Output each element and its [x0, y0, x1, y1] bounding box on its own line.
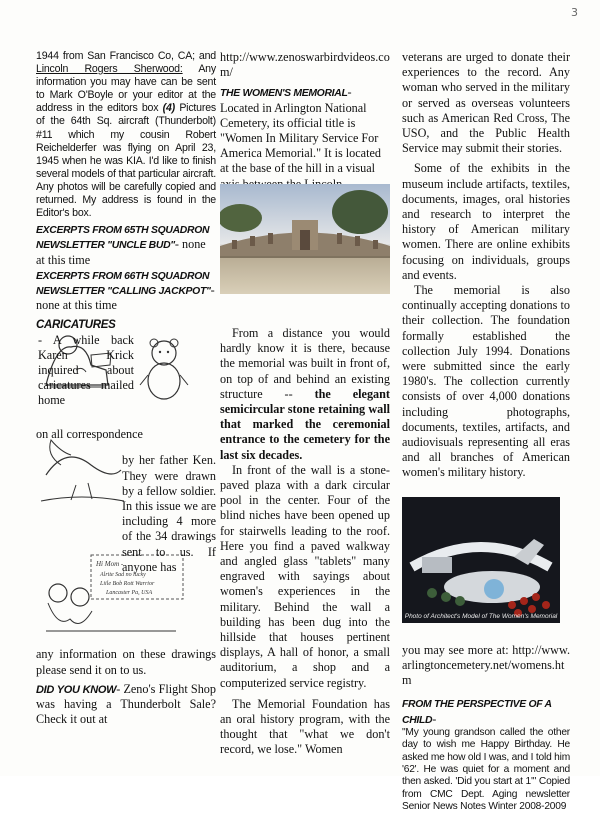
column-1	[36, 50, 216, 727]
text-fragment: - none at this time	[36, 237, 206, 267]
memorial-photo-image	[220, 184, 390, 294]
item-number: (4)	[162, 102, 176, 115]
architect-model-image	[402, 497, 560, 623]
memorial-paragraph-4: The Memorial Foundation has an oral history program, with the thought that "what we don't record, we lose." Women	[220, 696, 390, 757]
section-heading: FROM THE PERSPECTIVE OF A CHILD	[402, 699, 552, 726]
svg-text:Alrite Sad no lucky: Alrite Sad no lucky	[100, 572, 146, 579]
child-perspective	[402, 696, 570, 726]
text-fragment: - A while back Karen Krick inquired about caricatures mailed home	[38, 332, 134, 408]
svg-text:Hi Mom -: Hi Mom -	[96, 560, 124, 569]
column-2	[220, 50, 390, 757]
text-fragment: on all correspondence	[36, 427, 143, 442]
child-quote: "My young grandson called the other day to wish me Happy Birthday. He asked me how old I was, and I told him '62'. He was quiet for a moment and then asked. 'Did you start at 1'" Copied from CMC Dept. Aging newsletter Senior News Notes Winter 2008-2009	[402, 726, 570, 813]
memorial-paragraph-3: In front of the wall is a stone-paved plaza with a dark circular pool in the center. Four of the blind niches have been opened up for stairwells leading to the roof. Here you find a paved walkway and angled glass "tablets" many engraved with sayings about women's experiences in the military. Behind the wall a building has been dug into the hillside that houses pertinent displays, A hall of honor, a small auditorium, a shop and a computerized service registry.	[220, 462, 390, 690]
text-fragment: - Located in Arlington National Cemetery, its official title is "Women In Military Service For America Memorial." It is located at the base of the hill in a visual	[220, 85, 381, 176]
text-fragment: - none at this time	[36, 283, 215, 313]
reichelderfer-request	[36, 50, 216, 220]
memorial-text-body	[220, 296, 390, 758]
section-heading: EXCERPTS FROM 66TH SQUADRON NEWSLETTER "CALLING JACKPOT"	[36, 270, 211, 298]
memorial-paragraph-6: Some of the exhibits in the museum include artifacts, textiles, documents, images, oral histories and research to interpret the history of American military women. There are online exhibits focusing on individuals, groups and events.	[402, 161, 570, 282]
photo-caption: Photo of Architect's Model of The Women's Memorial	[404, 612, 558, 620]
section-heading: CARICATURES	[36, 319, 116, 332]
section-heading: DID YOU KNOW	[36, 683, 117, 696]
section-heading: THE WOMEN'S MEMORIAL	[220, 88, 348, 100]
text-fragment: - Zeno's Flight Shop was having a Thunderbolt Sale? Check it out at	[36, 681, 216, 727]
arlington-link-text[interactable]: you may see more at: http://www.arlingtoncemetery.net/womens.htm	[402, 642, 570, 688]
excerpt-65th	[36, 222, 216, 268]
text-fragment: -	[432, 711, 437, 726]
caricatures-lead	[36, 317, 216, 408]
memorial-paragraph-5: veterans are urged to donate their experiences to the record. Any woman who served in the military or served as overseas volunteers such as American Red Cross, The USO, and the Public Health Service may submit their stories.	[402, 50, 570, 156]
memorial-photo	[220, 184, 390, 294]
memorial-paragraph-2	[220, 326, 390, 463]
svg-text:Lancaster Pa, USA: Lancaster Pa, USA	[106, 590, 153, 597]
page-number: 3	[571, 6, 578, 19]
caricatures-section	[36, 317, 216, 647]
text-fragment: 1944 from San Francisco Co, CA; and	[36, 50, 216, 62]
svg-text:Liile Bob Rott Warrior: Liile Bob Rott Warrior	[100, 581, 155, 588]
section-heading: EXCERPTS FROM 65TH SQUADRON NEWSLETTER "UNCLE BUD"	[36, 225, 210, 252]
memorial-intro-spillover	[220, 296, 390, 326]
did-you-know	[36, 682, 216, 728]
text-fragment: by her father Ken. They were drawn by a fellow soldier. In this issue we are including 4 more of the 34 drawings sent to us. If anyone has	[122, 453, 216, 574]
text-fragment: Pictures of the 64th Sq. aircraft (Thunderbolt) #11 which my cousin Robert Reichelderfer was flying on April 23, 1945 when he was KIA. I'd like to finish several models of that particular aircraft. Any photos will be carefully copied and returned. My address is found in the Editor's box.	[36, 102, 216, 220]
column-3	[402, 50, 570, 814]
person-name: Lincoln Rogers Sherwood:	[36, 63, 183, 76]
zeno-url-link[interactable]: http://www.zenoswarbirdvideos.com/	[220, 50, 390, 80]
memorial-paragraph-7: The memorial is also continually accepting donations to their collection. The foundation formally established the collection July 1994. Donations were submitted since the early 1980's. The collection currently consists of over 4,000 donations including photographs, documents, textiles, artifacts, and audiovisuals representing all eras and all branches of American women's military history.	[402, 283, 570, 480]
text-fragment: From a distance you would hardly know it is there, because the memorial was built in front of, on top of and behind an existing structure --	[220, 326, 390, 401]
text-fragment-bold: the elegant semicircular stone retaining wall that marked the ceremonial entrance to the cemetery for the last six decades.	[220, 386, 390, 462]
caricatures-closing: any information on these drawings please send it on to us.	[36, 647, 216, 677]
text-fragment: Any information you may have can be sent to Mark O'Boyle or your editor at the address in the editors box	[36, 63, 216, 115]
excerpt-66th	[36, 268, 216, 314]
caricature-drawing-bird	[36, 435, 128, 507]
architect-model-photo	[402, 497, 560, 623]
